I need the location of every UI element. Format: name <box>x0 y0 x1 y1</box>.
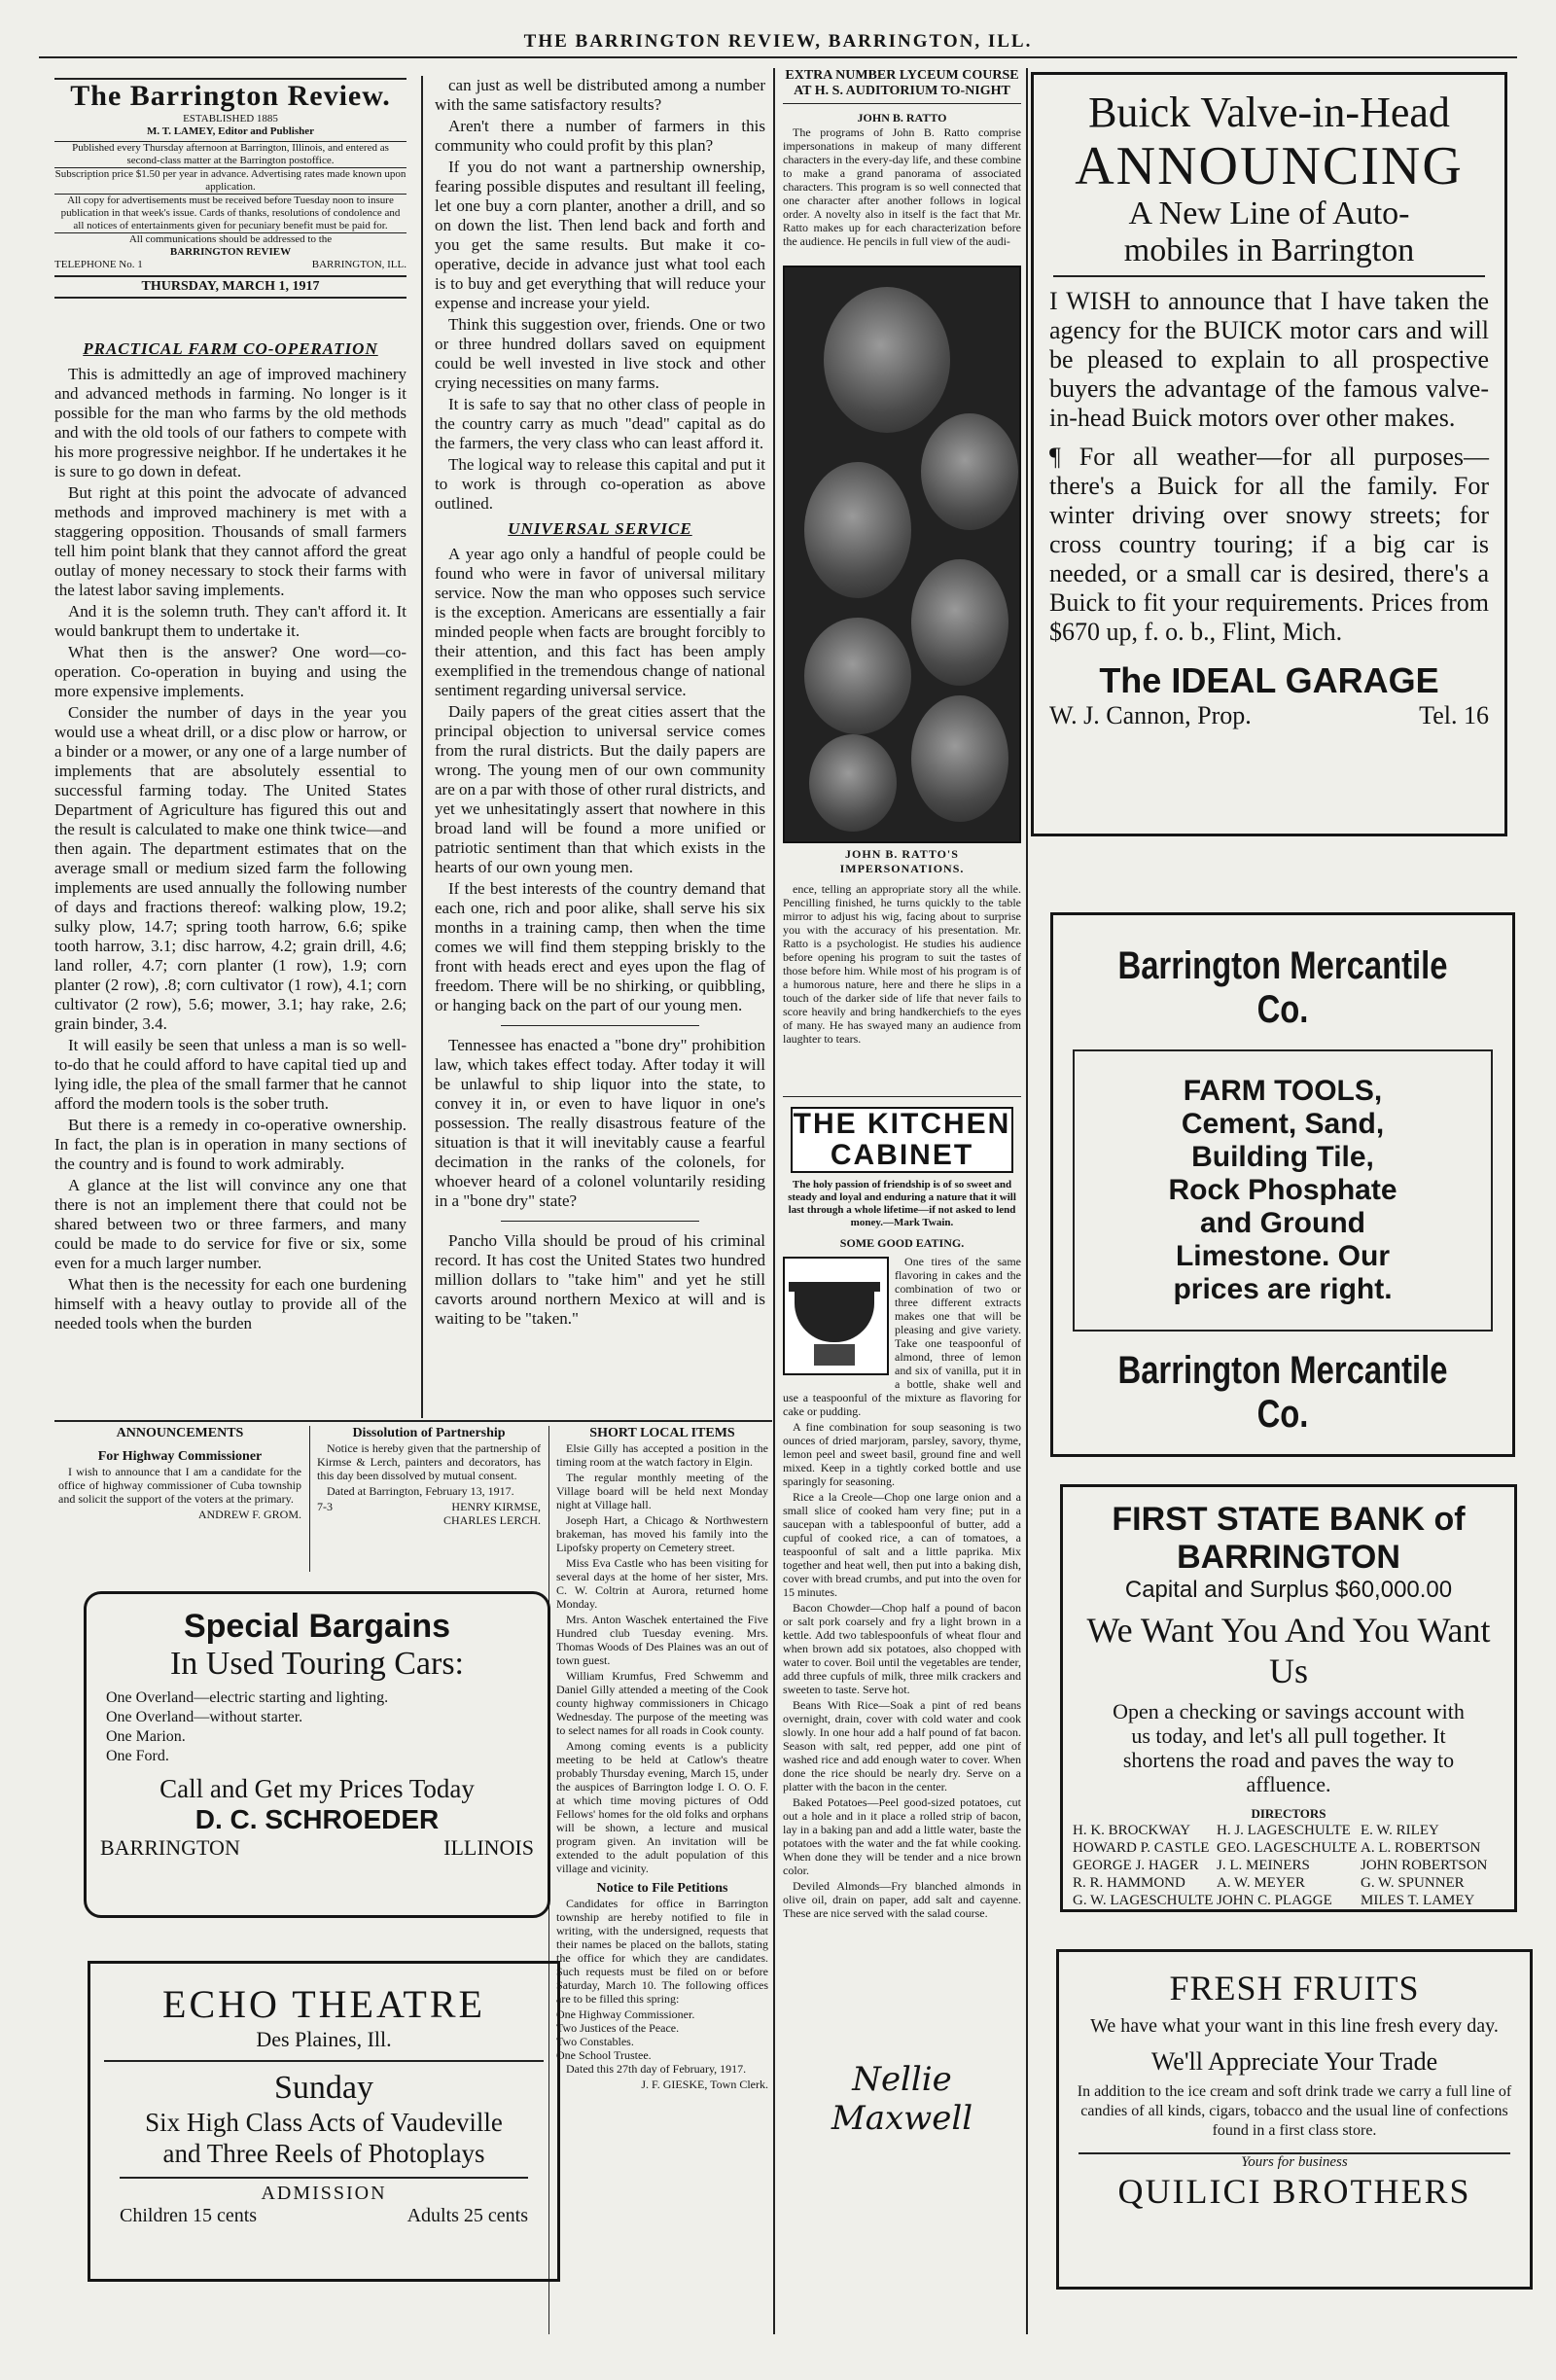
kitchen-recipes <box>783 1255 1021 2052</box>
mercantile-line: prices are right. <box>1173 1273 1393 1305</box>
lyceum-byline: JOHN B. RATTO <box>857 111 947 124</box>
paper-name: The Barrington Review. <box>70 80 391 112</box>
mercantile-ad <box>1050 912 1515 1457</box>
local-item: William Krumfus, Fred Schwemm and Daniel Gilly attended a meeting of the Cook county highway commissioners in Chicago Wednesday. The purpose of the meeting was to select names for all roads in Cook county. <box>556 1669 768 1737</box>
town: BARRINGTON, ILL. <box>311 259 407 270</box>
author-signature: Nellie Maxwell <box>831 2060 973 2138</box>
garage-name: The IDEAL GARAGE <box>1099 660 1439 700</box>
face-image <box>824 287 950 433</box>
director: JOHN C. PLAGGE <box>1217 1893 1332 1908</box>
list-item: One Ford. <box>106 1748 169 1764</box>
recipe: Rice a la Creole—Chop one large onion and a small slice of cooked ham very fine; put in a saucepan with a tablespoonful of butter, add a cupful of cooked rice, a can of tomatoes, a teaspoonful of salt and a little paprika. Mix together and heat well, then put into a baking dish, cover with bread crumbs, and put into the oven for 15 minutes. <box>783 1490 1021 1599</box>
list-item: One Marion. <box>106 1728 186 1745</box>
local-item: The regular monthly meeting of the Village board will be held next Monday night at Village hall. <box>556 1471 768 1511</box>
mercantile-name: Barrington Mercantile Co. <box>1117 944 1448 1031</box>
local-item: Joseph Hart, a Chicago & Northwestern brakeman, has moved his family into the Lipofsky property on Cemetery street. <box>556 1513 768 1554</box>
buick-title: Buick Valve-in-Head <box>1088 89 1450 136</box>
director: HOWARD P. CASTLE <box>1073 1840 1210 1856</box>
paragraph: A glance at the list will convince any one that there is not an implement there that could not be shared between two or three farmers, and many could be made to do service for five or six, some even for a much larger number. <box>54 1176 407 1272</box>
dissolution-text: Notice is hereby given that the partnership of Kirmse & Lerch, painters and decorators, has this day been dissolved by mutual consent. <box>317 1441 541 1482</box>
bank-ad <box>1060 1484 1517 1912</box>
announcements-sub: For Highway Commissioner <box>97 1449 263 1464</box>
bargains-dealer: D. C. SCHROEDER <box>194 1804 440 1834</box>
bargains-subtitle: In Used Touring Cars: <box>169 1646 464 1682</box>
list-item: One Overland—electric starting and lighting. <box>106 1689 389 1706</box>
lyceum-continued: ence, telling an appropriate story all the while. Pencilling finished, he turns quickly to the table mirror to adjust his wig, facing about to surprise you with the accuracy of his presentation. Mr. Ratto is a psychologist. He studies his audience before opening his program to suit the tastes of those before him. While most of his program is of a humorous nature, here and there he slips in a touch of the darker side of life that never fails to score heavily and bring handkerchiefs to the eyes of many. He has swayed many an audience from laughter to tears. <box>783 882 1021 1046</box>
recipe: One tires of the same flavoring in cakes and the combination of two or three different extracts makes one that will be pleasing and give variety. Take one teaspoonful of almond, three of lemon and six of vanilla, put it in a bottle, shake well and use a teaspoonful of the mixture as flavoring for cake or pudding. <box>783 1255 1021 1418</box>
director: A. L. ROBERTSON <box>1361 1840 1481 1856</box>
director: H. J. LAGESCHULTE <box>1217 1823 1351 1838</box>
paragraph: Aren't there a number of farmers in this community who could profit by this plan? <box>435 117 765 155</box>
bank-body: Open a checking or savings account with us today, and let's all pull together. It shortens the road and paves the way to affluence. <box>1113 1699 1465 1796</box>
paragraph: Think this suggestion over, friends. One or two or three hundred dollars saved on equipment could be well invested in live stock and other crying necessities on many farms. <box>435 315 765 392</box>
paragraph: What then is the necessity for each one burdening himself with a heavy outlay to provide all of the needed tools when the burden <box>54 1275 407 1332</box>
mercantile-line: FARM TOOLS, <box>1183 1075 1383 1107</box>
lyceum-title: EXTRA NUMBER LYCEUM COURSE AT H. S. AUDITORIUM TO-NIGHT <box>783 68 1021 104</box>
short-local-title: SHORT LOCAL ITEMS <box>589 1426 735 1440</box>
director: GEORGE J. HAGER <box>1073 1858 1199 1873</box>
echo-acts: and Three Reels of Photoplays <box>162 2139 485 2168</box>
recipe: Baked Potatoes—Peel good-sized potatoes, cut out a hole and in it place a rolled strip of bacon, lay in a baking pan and add a little water, baste the potatoes with the water and the fat while cooking. When done they will be tender and a nice brown color. <box>783 1795 1021 1877</box>
director: E. W. RILEY <box>1361 1823 1439 1838</box>
paragraph: If the best interests of the country demand that each one, rich and poor alike, shall serve his six months in a training camp, then when the time comes we will find them stepping briskly to the front with heads erect and eyes upon the flag of freedom. There will be no shirking, or quibbling, or hanging back on the part of our young men. <box>435 879 765 1014</box>
echo-acts: Six High Class Acts of Vaudeville <box>145 2108 503 2137</box>
bank-slogan: We Want You And You Want Us <box>1086 1611 1491 1690</box>
director: G. W. LAGESCHULTE <box>1073 1893 1214 1908</box>
paragraph: But there is a remedy in co-operative ownership. In fact, the plan is in operation in many sections of the country and is found to work admirably. <box>54 1116 407 1173</box>
director: R. R. HAMMOND <box>1073 1875 1185 1891</box>
bank-capital: Capital and Surplus $60,000.00 <box>1124 1577 1453 1603</box>
bargains-list <box>106 1688 548 1766</box>
buick-announcing: ANNOUNCING <box>1075 136 1464 196</box>
mercantile-name: Barrington Mercantile Co. <box>1117 1349 1448 1436</box>
announcements-title: ANNOUNCEMENTS <box>116 1426 244 1440</box>
face-image <box>804 462 911 598</box>
running-title: THE BARRINGTON REVIEW, BARRINGTON, ILL. <box>39 31 1517 58</box>
lyceum-text: The programs of John B. Ratto comprise impersonations in makeup of many different characters in the every-day life, and these combine to make a grand panorama of associated characters. This program is so well connected that one character after another follows in logical order. A novelty also in itself is the fact that Mr. Ratto makes up for each characterization before the audience. He pencils in full view of the audi- <box>783 125 1021 248</box>
announcement-signer: ANDREW F. GROM. <box>197 1508 301 1521</box>
paragraph: Pancho Villa should be proud of his criminal record. It has cost the United States two hundred million dollars to "take him" and yet he still cavorts around northern Mexico at will and is waiting to be "taken." <box>435 1231 765 1328</box>
mercantile-line: Building Tile, <box>1191 1141 1374 1173</box>
paragraph: A year ago only a handful of people could be found who were in favor of universal military service. Now the man who opposes such service is the exception. Americans are essentially a fair minded people when facts are brought forcibly to their attention, and this fact has been amply exemplified in the tremendous change of national sentiment regarding universal service. <box>435 545 765 699</box>
recipe: Deviled Almonds—Fry blanched almonds in olive oil, drain on paper, add salt and cayenne. These are nice served with the salad course. <box>783 1879 1021 1920</box>
established: ESTABLISHED 1885 <box>183 113 278 124</box>
recipe: A fine combination for soup seasoning is two ounces of dried marjoram, parsley, savory, thyme, lemon peel and sweet basil, ground fine and well mixed. Keep in a tightly corked bottle and use sparingly for seasoning. <box>783 1420 1021 1488</box>
face-image <box>921 413 1018 530</box>
petition-text: Candidates for office in Barrington township are hereby notified to file in writing, with the undersigned, requests that their names be placed on the ballots, stating the office for which they are candidates. Such requests must be filed on or before Saturday, March 10. The following offices are to be filled this spring: <box>556 1897 768 2006</box>
address-name: BARRINGTON REVIEW <box>169 246 292 258</box>
local-item: Among coming events is a publicity meeting to be held at Catlow's theatre probably Thursday evening, March 15, under the auspices of Barrington lodge I. O. O. F. at which time moving pictures of Odd Fellows' homes for the old folks and orphans will be shown, a lecture and musical program given. An invitation will be extended to the adult population of this village and vicinity. <box>556 1739 768 1875</box>
paragraph: It will easily be seen that unless a man is so well-to-do that he could afford to have capital tied up and lying idle, the plea of the small farmer that he cannot afford the modern tools is the sober truth. <box>54 1036 407 1113</box>
masthead <box>54 78 407 306</box>
buick-ad <box>1031 72 1507 836</box>
echo-adults-price: Adults 25 cents <box>407 2205 528 2226</box>
dissolution-title: Dissolution of Partnership <box>352 1426 506 1440</box>
director: MILES T. LAMEY <box>1361 1893 1475 1908</box>
buick-line: A New Line of Auto- <box>1128 195 1410 231</box>
cooking-pot-image <box>783 1257 889 1375</box>
paragraph: Daily papers of the great cities assert that the principal objection to universal service comes from the rural districts. But the daily papers are wrong. The young men of our own community are on a par with those of other rural districts, and yet we unhesitatingly assert that nowhere in this broad land will be found a more unified or patriotic sentiment than that which exists in the hearts of our own young men. <box>435 702 765 876</box>
face-image <box>804 618 911 734</box>
paragraph: And it is the solemn truth. They can't afford it. It would bankrupt them to undertake it. <box>54 602 407 640</box>
echo-title: ECHO THEATRE <box>162 1982 485 2026</box>
column-rule <box>421 76 423 1418</box>
bargains-ad <box>84 1591 550 1918</box>
echo-children-price: Children 15 cents <box>120 2205 258 2226</box>
bargains-state: ILLINOIS <box>443 1835 534 1860</box>
editorial-column <box>435 76 765 1418</box>
fruits-ad <box>1056 1949 1533 2290</box>
petition-signer: J. F. GIESKE, Town Clerk. <box>641 2078 768 2091</box>
office-item: One Highway Commissioner. <box>556 2007 695 2021</box>
column-rule <box>773 68 775 2334</box>
local-item: Miss Eva Castle who has been visiting for several days at the home of her sister, Mrs. C. W. Coltrin at Aurora, returned home Monday. <box>556 1556 768 1611</box>
mercantile-line: Cement, Sand, <box>1181 1108 1385 1140</box>
paragraph: What then is the answer? One word—co-operation. Co-operation in buying and using the more expensive implements. <box>54 643 407 700</box>
column-three <box>783 68 1021 2334</box>
garage-telephone: Tel. 16 <box>1419 701 1489 729</box>
fruits-yours: Yours for business <box>1079 2152 1510 2171</box>
director: A. W. MEYER <box>1217 1875 1305 1891</box>
fruits-body: In addition to the ice cream and soft drink trade we carry a full line of candies of all kinds, cigars, tobacco and the usual line of confections found in a first class store. <box>1077 2083 1512 2139</box>
paragraph: It is safe to say that no other class of people in the country carry as much "dead" capital as do the farmers, the very class who can least afford it. <box>435 395 765 452</box>
dissolution-notice <box>317 1426 541 1572</box>
echo-day: Sunday <box>274 2070 373 2106</box>
mercantile-line: and Ground <box>1200 1207 1365 1239</box>
petition-dated: Dated this 27th day of February, 1917. <box>566 2062 747 2076</box>
local-item: Elsie Gilly has accepted a position in the timing room at the watch factory in Elgin. <box>556 1441 768 1469</box>
face-image <box>809 734 897 832</box>
paragraph: The logical way to release this capital and put it to work is through co-operation as above outlined. <box>435 455 765 513</box>
farm-article <box>54 334 407 1418</box>
universal-title: UNIVERSAL SERVICE <box>508 519 692 538</box>
mercantile-line: Limestone. Our <box>1175 1240 1391 1272</box>
face-image <box>911 559 1008 686</box>
telephone: TELEPHONE No. 1 <box>54 259 143 270</box>
directors-label: DIRECTORS <box>1251 1806 1326 1821</box>
short-local-items <box>556 1426 768 2334</box>
fruits-title: FRESH FRUITS <box>1169 1969 1420 2007</box>
office-item: One School Trustee. <box>556 2048 652 2062</box>
copy-note: All copy for advertisements must be received before Tuesday noon to insure publication in that week's issue. Cards of thanks, resolutions of condolence and all notices of entertainments given for pecuniary benefit must be paid for. <box>54 194 407 232</box>
directors-list <box>1063 1822 1514 1909</box>
editor: M. T. LAMEY, Editor and Publisher <box>147 125 314 137</box>
echo-town: Des Plaines, Ill. <box>256 2027 392 2051</box>
paragraph: If you do not want a partnership ownership, fearing possible disputes and resultant ill feeling, let one buy a corn planter, another a drill, and so on down the list. Then lend back and forth and you get the same results. But make it co-operative, decide in advance just what tool each is to buy and get everything that will reduce your expense and increase your yield. <box>435 158 765 312</box>
column-rule <box>1026 68 1028 2334</box>
director: GEO. LAGESCHULTE <box>1217 1840 1358 1856</box>
farm-title: PRACTICAL FARM CO-OPERATION <box>83 339 378 358</box>
paragraph: can just as well be distributed among a number with the same satisfactory results? <box>435 76 765 114</box>
kitchen-subtitle: SOME GOOD EATING. <box>839 1236 965 1250</box>
bargains-title: Special Bargains <box>183 1608 450 1645</box>
buick-line: mobiles in Barrington <box>1053 232 1485 277</box>
office-item: Two Justices of the Peace. <box>556 2021 680 2035</box>
echo-theatre-ad <box>88 1961 560 2282</box>
divider <box>54 1420 772 1422</box>
director: H. K. BROCKWAY <box>1073 1823 1191 1838</box>
fruits-line: We have what your want in this line fresh every day. <box>1090 2015 1499 2037</box>
paragraph: Consider the number of days in the year you would use a wheat drill, or a disc plow or harrow, or a binder or a mower, or any one of a large number of implements that are absolutely essential to successful farming today. The United States Department of Agriculture has figured this out and the result is calculated to make one think twice—and then again. The department estimates that on the average small or medium sized farm the following implements are used annually the following number of days and fractions thereof: walking plow, 19.2; sulky plow, 14.7; spring tooth harrow, 6.6; spike tooth harrow, 3.1; disc harrow, 4.2; grain drill, 4.6; land roller, 4.7; corn planter (1 row), 1.9; corn planter (2 row), .8; corn cultivator (1 row), 4.1; corn cultivator (2 row), 5.6; mower, 3.1; hay rake, 2.6; grain binder, 3.4. <box>54 703 407 1033</box>
announcements <box>58 1426 301 1572</box>
dissolution-ref: 7-3 <box>317 1500 333 1513</box>
dissolution-signer: CHARLES LERCH. <box>442 1513 541 1527</box>
announcement-text: I wish to announce that I am a candidate for the office of highway commissioner of Cuba township and solicit the support of the voters at the primary. <box>58 1465 301 1506</box>
kitchen-cabinet-title: THE KITCHEN CABINET <box>791 1107 1013 1173</box>
paragraph: Tennessee has enacted a "bone dry" prohibition law, which takes effect today. After today it will be unlawful to ship liquor into the state, to convey it in, or even to have liquor in one's possession. The really disastrous feature of the situation is that it will inevitably cause a fearful decimation in the ranks of the colonels, for whoever heard of a colonel voluntarily residing in a "bone dry" state? <box>435 1036 765 1210</box>
local-item: Mrs. Anton Waschek entertained the Five Hundred club Tuesday evening. Mrs. Thomas Woods of Des Plaines was an out of town guest. <box>556 1613 768 1667</box>
bargains-call: Call and Get my Prices Today <box>159 1774 475 1803</box>
kitchen-quote: The holy passion of friendship is of so sweet and steady and loyal and enduring a nature that it will last through a whole lifetime—if not asked to lend money.—Mark Twain. <box>788 1179 1016 1228</box>
petition-title: Notice to File Petitions <box>596 1881 728 1896</box>
bank-name: FIRST STATE BANK of BARRINGTON <box>1112 1501 1466 1576</box>
fruits-trade: We'll Appreciate Your Trade <box>1150 2047 1438 2076</box>
director: G. W. SPUNNER <box>1361 1875 1465 1891</box>
echo-admission: ADMISSION <box>120 2177 528 2205</box>
bargains-town: BARRINGTON <box>100 1835 240 1860</box>
ratto-photo <box>783 266 1021 843</box>
mercantile-line: Rock Phosphate <box>1168 1174 1397 1206</box>
director: J. L. MEINERS <box>1217 1858 1310 1873</box>
photo-caption: JOHN B. RATTO'S IMPERSONATIONS. <box>839 847 965 875</box>
buick-paragraph: ¶ For all weather—for all purposes—there's a Buick for all the family. For winter driving over snowy streets; for cross country touring; if a big car is needed, or a small car is desired, there's a Buick to fit your requirements. Prices from $670 up, f. o. b., Flint, Mich. <box>1049 443 1489 646</box>
issue-date: THURSDAY, MARCH 1, 1917 <box>54 275 407 299</box>
list-item: One Overland—without starter. <box>106 1709 303 1725</box>
dissolution-dated: Dated at Barrington, February 13, 1917. <box>327 1484 514 1498</box>
published-note: Published every Thursday afternoon at Barrington, Illinois, and entered as second-class matter at the Barrington postoffice. <box>54 141 407 167</box>
recipe: Beans With Rice—Soak a pint of red beans overnight, drain, cover with cold water and cook slowly. In one hour add a half pound of fat bacon. Season with salt, red pepper, add one pint of washed rice and add enough water to cover. When done the rice should be nearly dry. Serve on a platter with the bacon in the center. <box>783 1698 1021 1794</box>
face-image <box>911 695 1008 822</box>
garage-proprietor: W. J. Cannon, Prop. <box>1049 701 1252 729</box>
subscription-note: Subscription price $1.50 per year in advance. Advertising rates made known upon application. <box>54 168 407 193</box>
recipe: Bacon Chowder—Chop half a pound of bacon or salt pork coarsely and fry a light brown in a kettle. Add two tablespoonfuls of wheat flour and when brown add six potatoes, also chopped with water to cover. Boil until the vegetables are tender, add three cupfuls of milk, three milk crackers and sweeten to taste. Serve hot. <box>783 1601 1021 1696</box>
fruits-name: QUILICI BROTHERS <box>1117 2172 1471 2211</box>
dissolution-signer: HENRY KIRMSE, <box>451 1500 541 1513</box>
paragraph: But right at this point the advocate of advanced methods and improved machinery is met with a staggering opposition. Thousands of small farmers tell him point blank that they cannot afford the great outlay of money necessary to stock their farms with the latest labor saving implements. <box>54 483 407 599</box>
address-label: All communications should be addressed to the <box>54 232 407 246</box>
office-item: Two Constables. <box>556 2035 634 2048</box>
paragraph: This is admittedly an age of improved machinery and advanced methods in farming. No longer is it possible for the man who farms by the old methods and with the old tools of our fathers to compete with his more progressive neighbor. If he undertakes it he is sure to go down in defeat. <box>54 365 407 480</box>
director: JOHN ROBERTSON <box>1361 1858 1488 1873</box>
buick-paragraph: I WISH to announce that I have taken the agency for the BUICK motor cars and will be pleased to explain to all prospective buyers the advantage of the famous valve-in-head Buick motors over other makes. <box>1049 287 1489 432</box>
